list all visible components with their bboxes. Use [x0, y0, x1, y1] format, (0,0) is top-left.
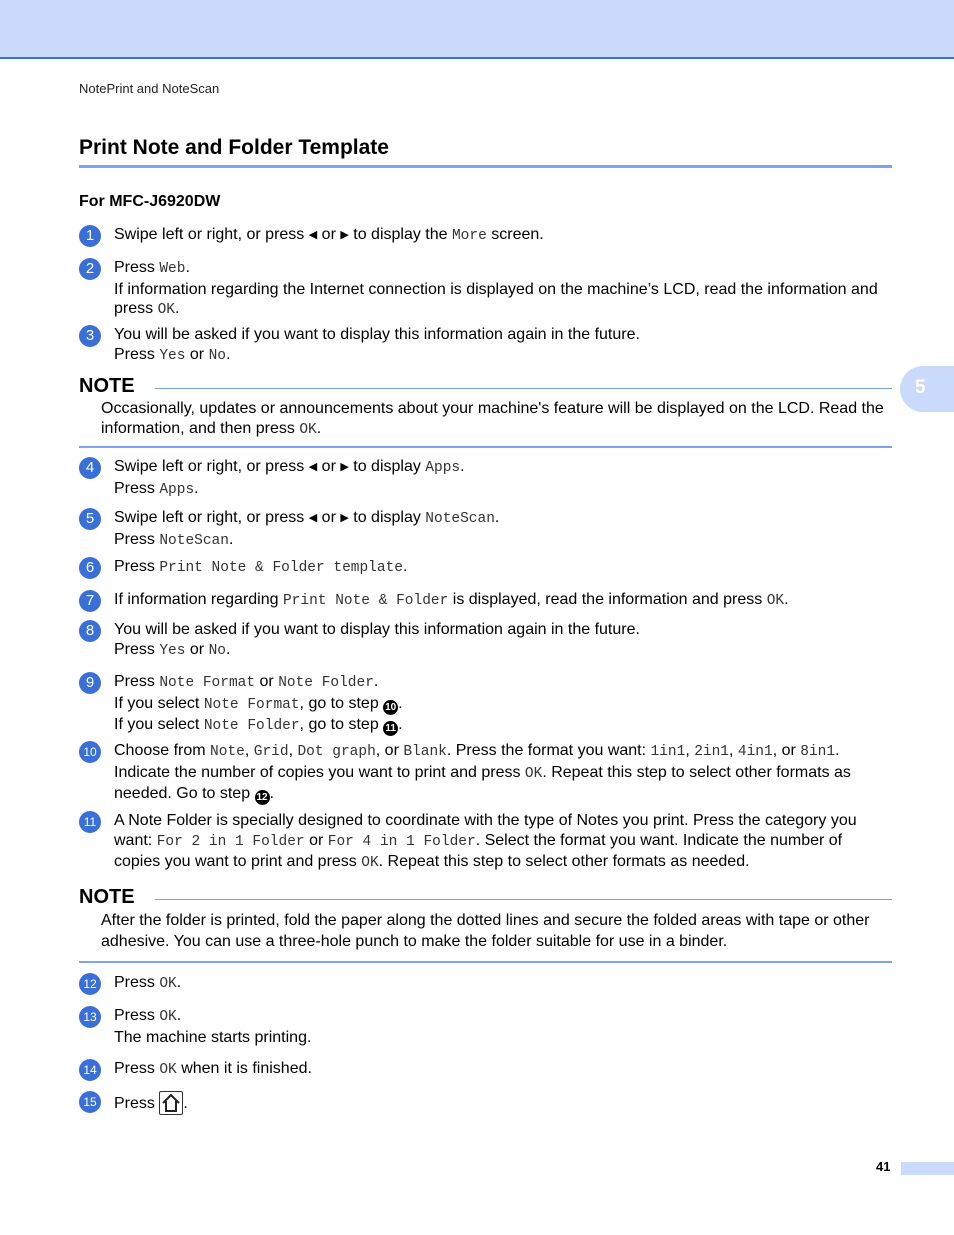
section-title: Print Note and Folder Template: [79, 136, 389, 159]
step-number: 2: [79, 258, 101, 280]
top-band: [0, 0, 954, 59]
note-text: Occasionally, updates or announcements about your machine's feature will be displayed on the LCD. Read the information, and then press OK.: [101, 400, 884, 438]
page-number: 41: [876, 1159, 891, 1174]
step-number: 10: [79, 741, 101, 763]
step-text: Press Print Note & Folder template.: [114, 558, 408, 576]
step-text: You will be asked if you want to display this information again in the future. Press Yes or No.: [114, 621, 640, 659]
step-text: Press .: [114, 1091, 891, 1115]
step-number: 7: [79, 590, 101, 612]
step-reference: 12: [256, 792, 268, 803]
step-number: 11: [79, 811, 101, 833]
step-number: 12: [79, 973, 101, 995]
note-rule: [155, 388, 892, 389]
step-text: Press OK.: [114, 974, 182, 992]
step-text: Press OK. The machine starts printing.: [114, 1007, 312, 1046]
step-text: A Note Folder is specially designed to coordinate with the type of Notes you print. Press the category you want: For 2 in 1 Folder or For 4 in 1 Folder. Select the format you want. Indicate the number of copies you want to print and press OK. Repeat this step to select other formats as needed.: [114, 812, 857, 871]
title-rule: [79, 165, 892, 168]
step-text: Choose from Note, Grid, Dot graph, or Blank. Press the format you want: 1in1, 2in1, 4in1, or 8in1. Indicate the number of copies you want to print and press OK. Repeat this step to select other formats as needed. Go to step 12 .: [114, 742, 851, 803]
note-box: [79, 375, 892, 449]
step-text: Swipe left or right, or press ◀ or ▶ to display the More screen.: [114, 226, 544, 244]
note-bottom-rule: [79, 446, 892, 448]
step-text: If information regarding Print Note & Folder is displayed, read the information and press OK.: [114, 591, 789, 609]
left-arrow-icon: ◀: [308, 461, 318, 473]
step-text: Press OK when it is finished.: [114, 1060, 312, 1078]
step-reference: 11: [383, 721, 398, 736]
step-number: 5: [79, 508, 101, 530]
left-arrow-icon: ◀: [308, 229, 318, 241]
step-number: 1: [79, 225, 101, 247]
step-text: Swipe left or right, or press ◀ or ▶ to display NoteScan. Press NoteScan.: [114, 509, 500, 549]
step-number: 14: [79, 1059, 101, 1081]
step-number: 4: [79, 457, 101, 479]
right-arrow-icon: ▶: [340, 512, 349, 524]
chapter-tab: 5: [900, 366, 954, 412]
step-number: 15: [79, 1091, 101, 1113]
step-text: Swipe left or right, or press ◀ or ▶ to display Apps. Press Apps.: [114, 458, 465, 498]
right-arrow-icon: ▶: [340, 229, 349, 241]
step-reference: 10: [385, 701, 397, 713]
step-number: 6: [79, 557, 101, 579]
page-bar: [901, 1162, 954, 1175]
step-text: Press Web. If information regarding the Internet connection is displayed on the machine’s LCD, read the information and press OK.: [114, 259, 878, 318]
step-number: 8: [79, 620, 101, 642]
note-text: After the folder is printed, fold the paper along the dotted lines and secure the folded areas with tape or other adhesive. You can use a three-hole punch to make the folder suitable for use in a binder.: [101, 912, 870, 950]
home-icon: [159, 1091, 183, 1115]
note-heading: NOTE: [79, 886, 135, 908]
step-number: 3: [79, 325, 101, 347]
note-rule: [155, 899, 892, 900]
subheading: For MFC-J6920DW: [79, 193, 221, 210]
step-text: Press Note Format or Note Folder. If you select Note Format, go to step 10 . If you select Note Folder, go to step 11 .: [114, 673, 403, 734]
note-heading: NOTE: [79, 375, 135, 397]
step-number: 13: [79, 1006, 101, 1028]
running-head: NotePrint and NoteScan: [79, 81, 220, 96]
note-bottom-rule: [79, 961, 892, 963]
step-number: 9: [79, 672, 101, 694]
right-arrow-icon: ▶: [340, 461, 349, 473]
step-text: You will be asked if you want to display this information again in the future. Press Yes or No.: [114, 326, 640, 364]
note-box: [79, 886, 892, 964]
left-arrow-icon: ◀: [308, 512, 318, 524]
